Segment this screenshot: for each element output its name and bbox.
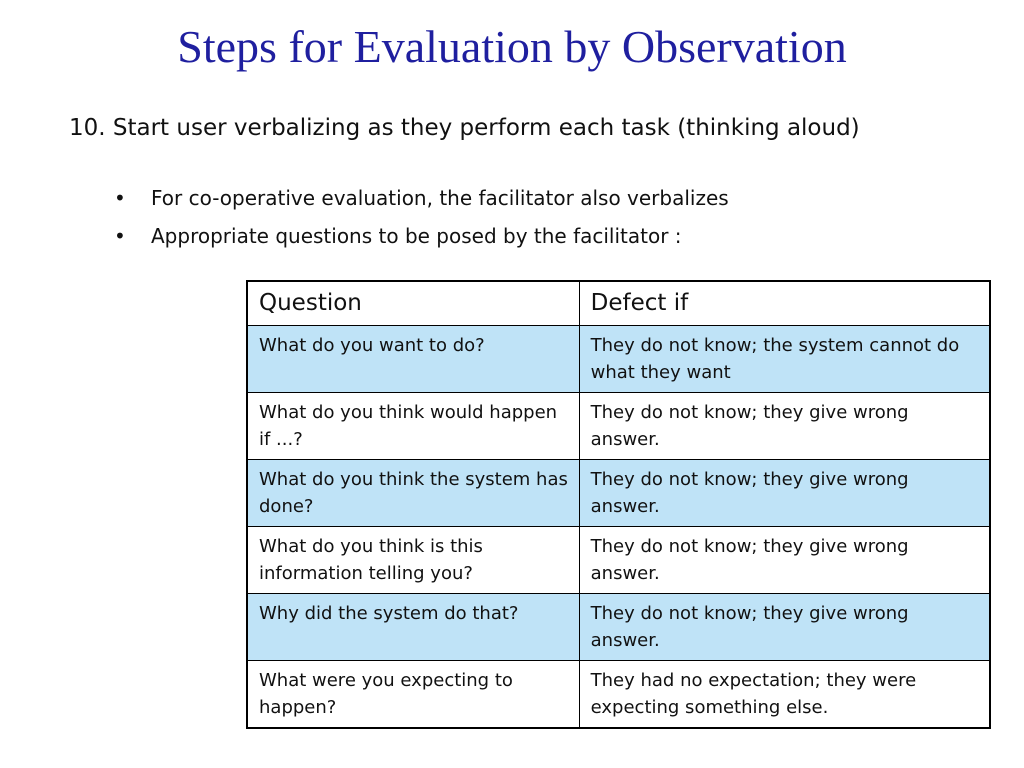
- table-row: [247, 326, 990, 393]
- question-cell: What do you want to do?: [247, 326, 579, 393]
- defect-cell: They do not know; the system cannot do what they want: [579, 326, 990, 393]
- question-cell: What do you think would happen if ...?: [247, 393, 579, 460]
- bullet-item: [112, 220, 992, 252]
- bullet-marker: •: [114, 186, 126, 210]
- defect-cell: They do not know; they give wrong answer.: [579, 527, 990, 594]
- header-question: Question: [247, 281, 579, 326]
- question-cell: What do you think the system has done?: [247, 460, 579, 527]
- table-row: [247, 460, 990, 527]
- table-row: [247, 527, 990, 594]
- bullet-text: For co-operative evaluation, the facilitator also verbalizes: [151, 186, 729, 210]
- table-row: [247, 393, 990, 460]
- bullet-list: [112, 182, 992, 258]
- bullet-marker: •: [114, 224, 126, 248]
- table-row: [247, 661, 990, 729]
- step-text: 10. Start user verbalizing as they perform each task (thinking aloud): [69, 115, 860, 141]
- defect-cell: They do not know; they give wrong answer.: [579, 594, 990, 661]
- bullet-text: Appropriate questions to be posed by the facilitator :: [151, 224, 682, 248]
- bullet-item: [112, 182, 992, 214]
- questions-table: [246, 280, 991, 729]
- question-cell: What were you expecting to happen?: [247, 661, 579, 729]
- defect-cell: They do not know; they give wrong answer.: [579, 460, 990, 527]
- table-header-row: [247, 281, 990, 326]
- header-defect: Defect if: [579, 281, 990, 326]
- slide-title: Steps for Evaluation by Observation: [177, 21, 847, 72]
- question-cell: Why did the system do that?: [247, 594, 579, 661]
- table-row: [247, 594, 990, 661]
- defect-cell: They had no expectation; they were expecting something else.: [579, 661, 990, 729]
- defect-cell: They do not know; they give wrong answer.: [579, 393, 990, 460]
- question-cell: What do you think is this information telling you?: [247, 527, 579, 594]
